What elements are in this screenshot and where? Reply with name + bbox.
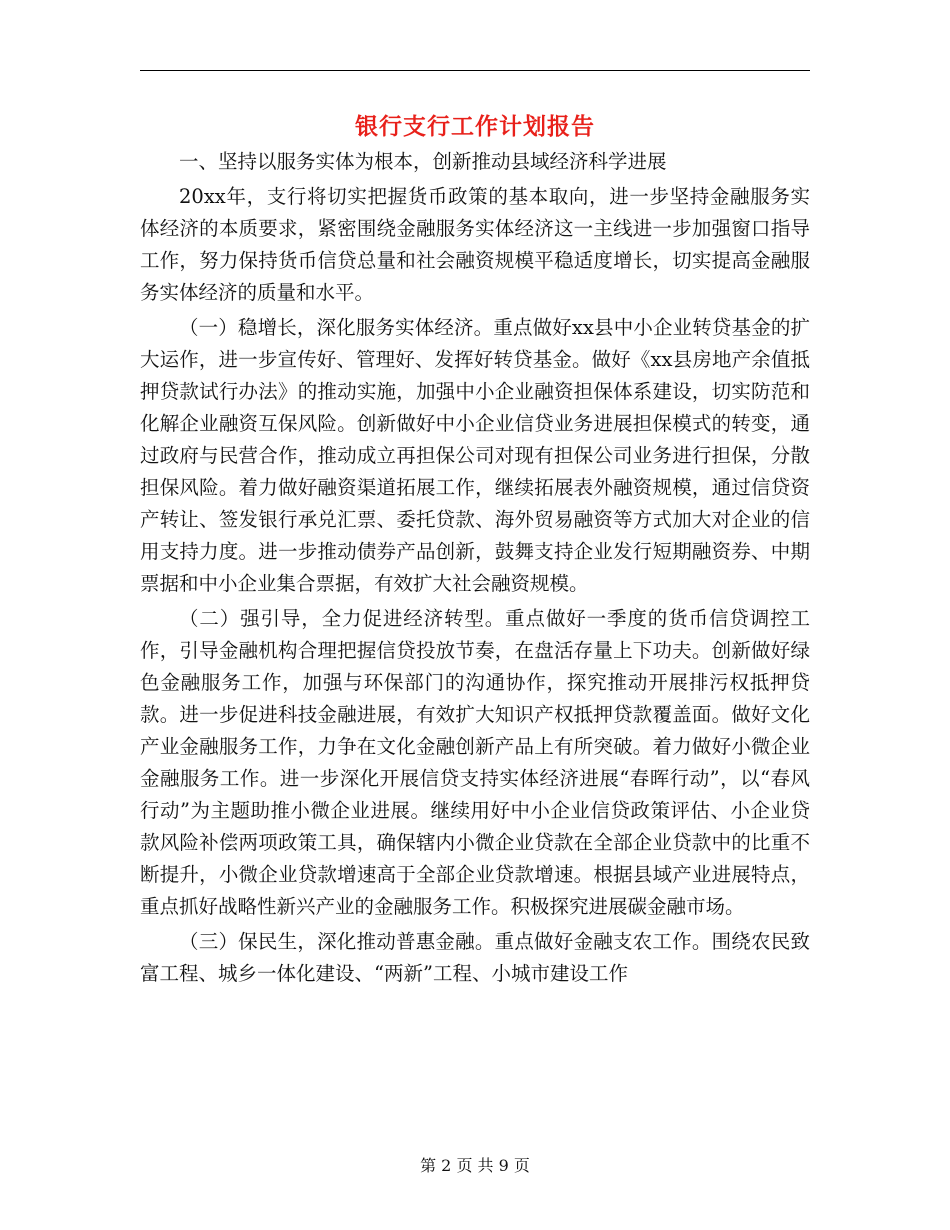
page-number-footer: 第 2 页 共 9 页 — [420, 1156, 530, 1175]
section-heading: 一、坚持以服务实体为根本，创新推动县域经济科学进展 — [179, 150, 667, 173]
document-title: 银行支行工作计划报告 — [355, 113, 595, 140]
header-rule — [140, 70, 810, 71]
document-body — [140, 146, 810, 993]
paragraph: （三）保民生，深化推动普惠金融。重点做好金融支农工作。围绕农民致富工程、城乡一体化建设、“两新”工程、小城市建设工作 — [140, 930, 810, 985]
paragraph: 20xx年，支行将切实把握货币政策的基本取向，进一步坚持金融服务实体经济的本质要求，紧密围绕金融服务实体经济这一主线进一步加强窗口指导工作，努力保持货币信贷总量和社会融资规模平稳适度增长，切实提高金融服务实体经济的质量和水平。 — [140, 185, 810, 304]
paragraph: （一）稳增长，深化服务实体经济。重点做好xx县中小企业转贷基金的扩大运作，进一步宣传好、管理好、发挥好转贷基金。做好《xx县房地产余值抵押贷款试行办法》的推动实施，加强中小企业融资担保体系建设，切实防范和化解企业融资互保风险。创新做好中小企业信贷业务进展担保模式的转变，通过政府与民营合作，推动成立再担保公司对现有担保公司业务进行担保，分散担保风险。着力做好融资渠道拓展工作，继续拓展表外融资规模，通过信贷资产转让、签发银行承兑汇票、委托贷款、海外贸易融资等方式加大对企业的信用支持力度。进一步推动债券产品创新，鼓舞支持企业发行短期融资券、中期票据和中小企业集合票据，有效扩大社会融资规模。 — [140, 316, 810, 595]
paragraph: （二）强引导，全力促进经济转型。重点做好一季度的货币信贷调控工作，引导金融机构合理把握信贷投放节奏，在盘活存量上下功夫。创新做好绿色金融服务工作，加强与环保部门的沟通协作，探究推动开展排污权抵押贷款。进一步促进科技金融进展，有效扩大知识产权抵押贷款覆盖面。做好文化产业金融服务工作，力争在文化金融创新产品上有所突破。着力做好小微企业金融服务工作。进一步深化开展信贷支持实体经济进展“春晖行动”，以“春风行动”为主题助推小微企业进展。继续用好中小企业信贷政策评估、小企业贷款风险补偿两项政策工具，确保辖内小微企业贷款在全部企业贷款中的比重不断提升，小微企业贷款增速高于全部企业贷款增速。根据县域产业进展特点，重点抓好战略性新兴产业的金融服务工作。积极探究进展碳金融市场。 — [140, 607, 810, 918]
